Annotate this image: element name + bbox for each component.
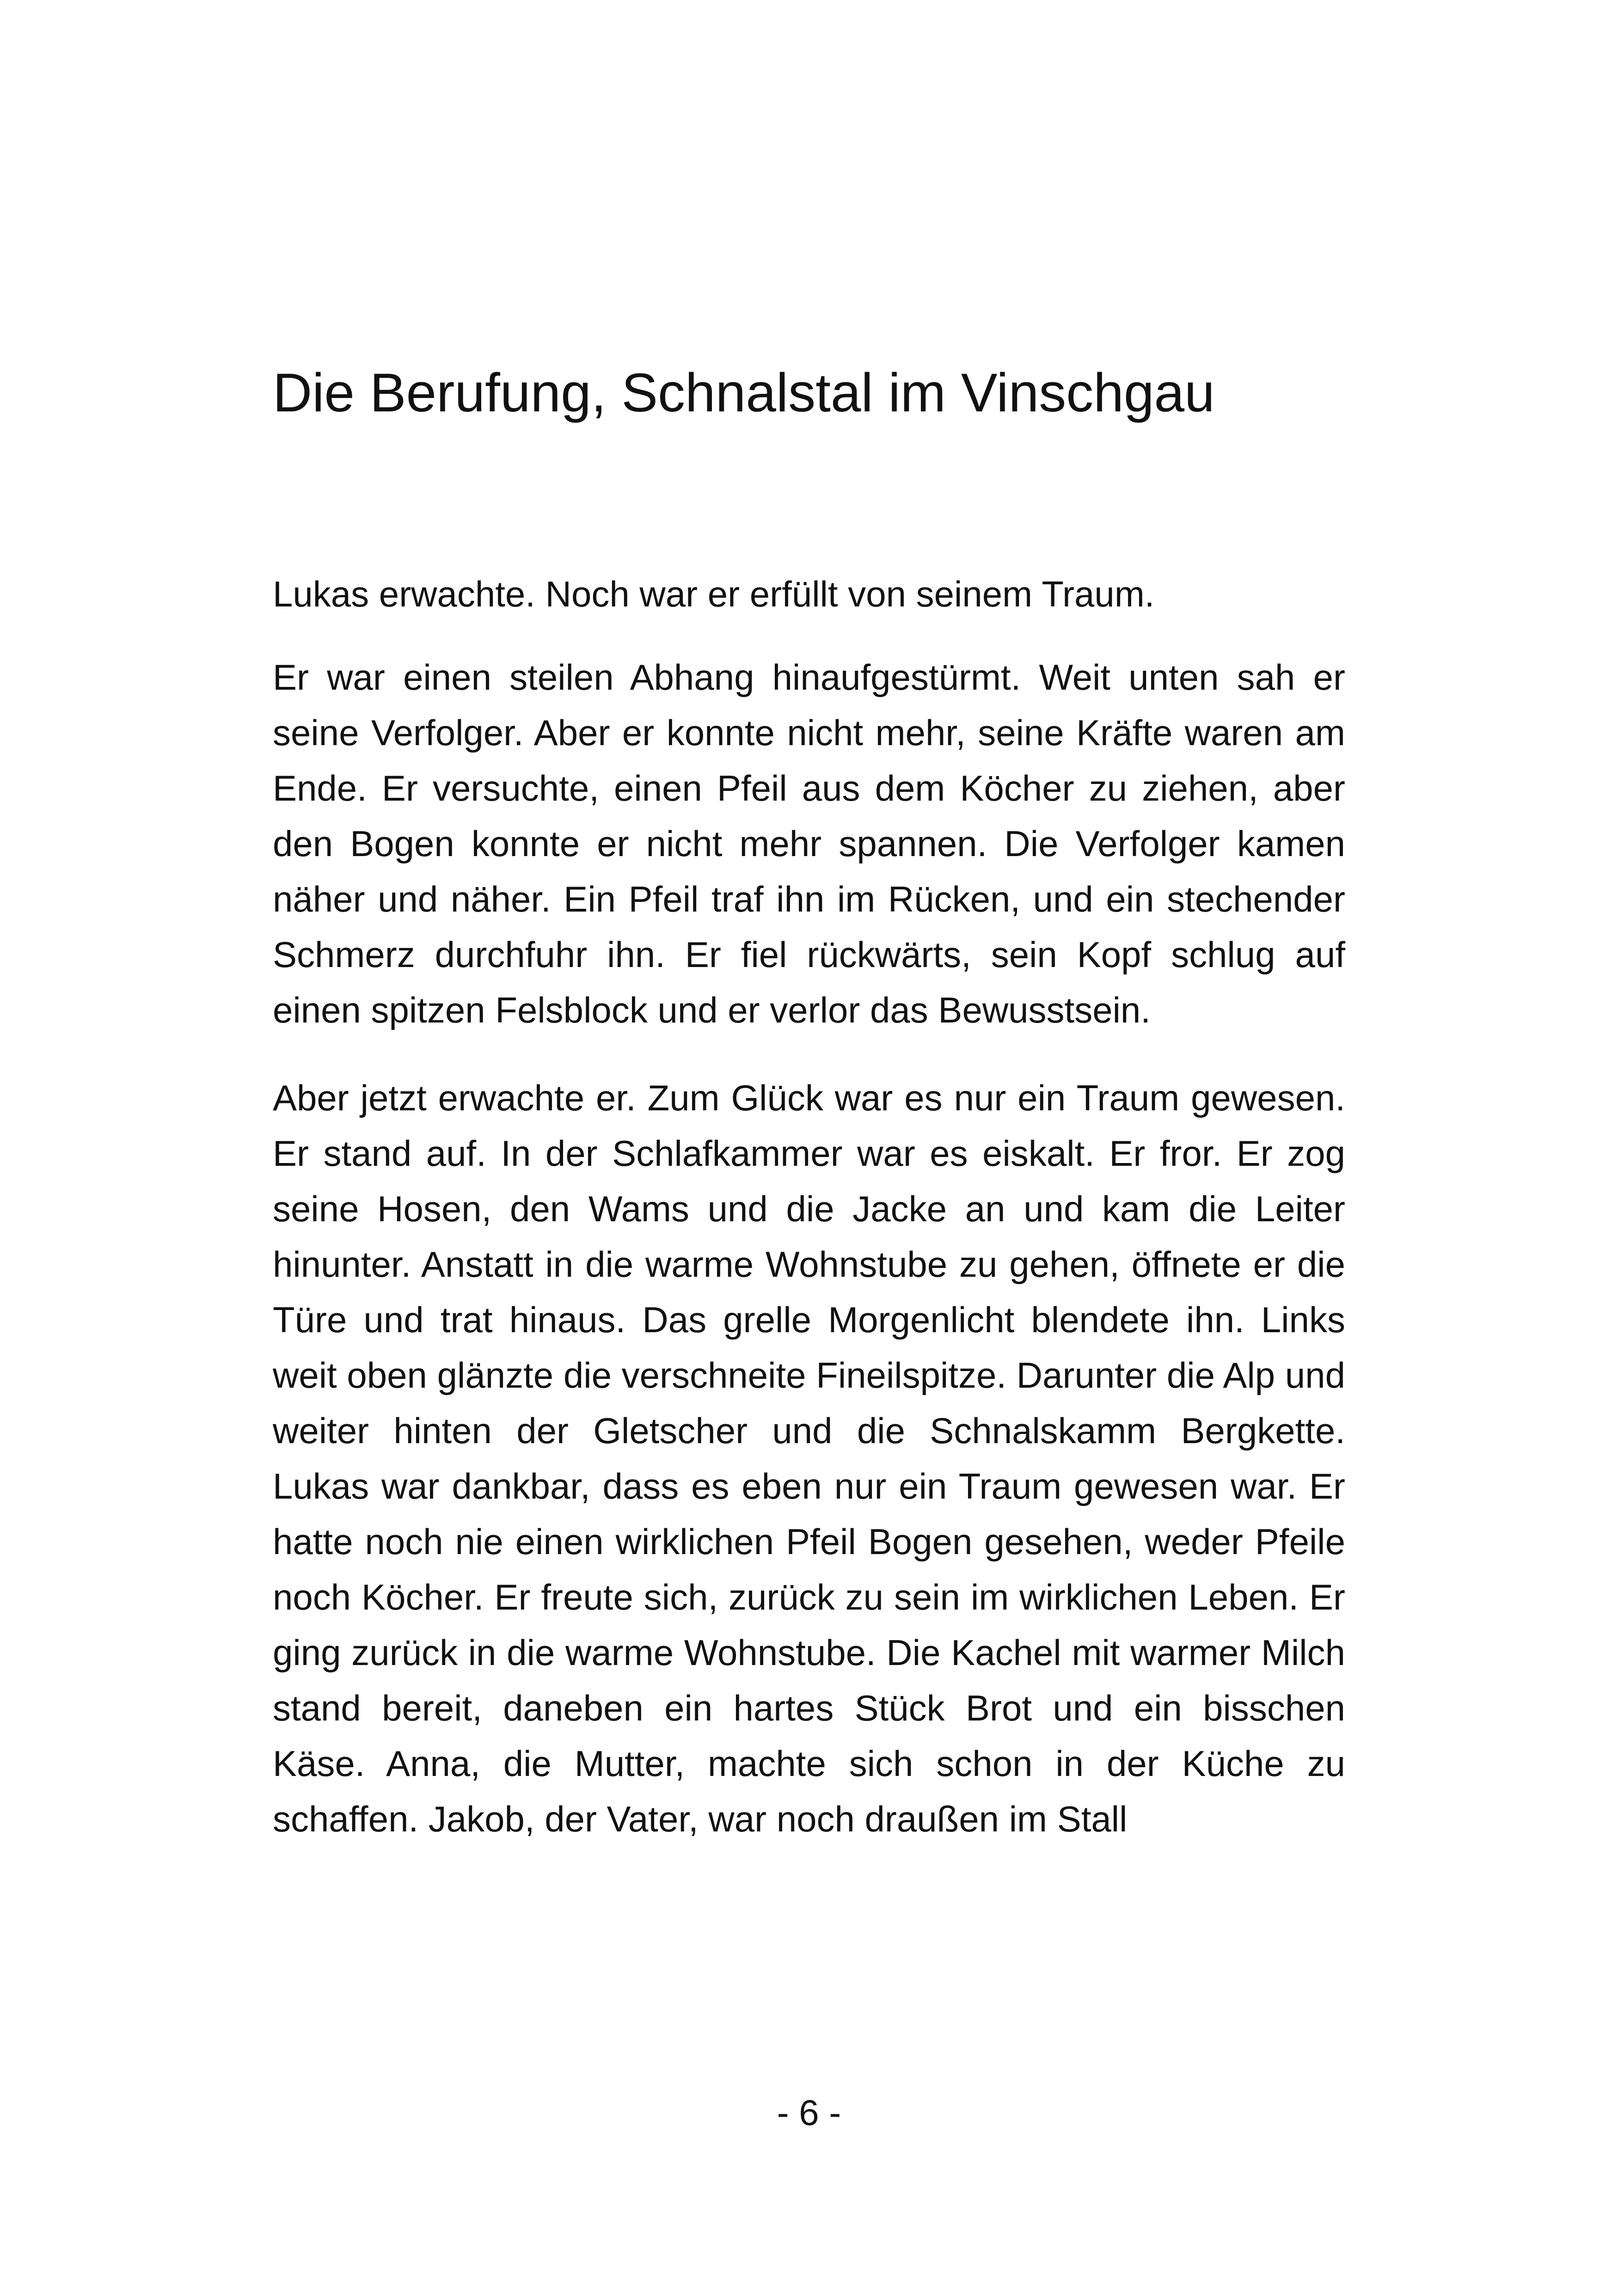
paragraph-1: Lukas erwachte. Noch war er erfüllt von seinem Traum.	[273, 574, 1155, 614]
paragraph-3: Aber jetzt erwachte er. Zum Glück war es nur ein Traum gewesen. Er stand auf. In der Schlafkammer war es eiskalt. Er fror. Er zog seine Hosen, den Wams und die Jacke an und kam die Leiter hinunter. Anstatt in die warme Wohnstube zu gehen, öffnete er die Türe und trat hinaus. Das grelle Morgenlicht blendete ihn. Links weit oben glänzte die verschneite Fineilspitze. Darunter die Alp und weiter hinten der Gletscher und die Schnalskamm Bergkette. Lukas war dankbar, dass es eben nur ein Traum gewesen war. Er hatte noch nie einen wirklichen Pfeil Bogen gesehen, weder Pfeile noch Köcher. Er freute sich, zurück zu sein im wirklichen Leben. Er ging zurück in die warme Wohnstube. Die Kachel mit warmer Milch stand bereit, daneben ein hartes Stück Brot und ein bisschen Käse. Anna, die Mutter, machte sich schon in der Küche zu schaffen. Jakob, der Vater, war noch draußen im Stall	[273, 1078, 1345, 1839]
body-text	[273, 566, 1345, 1879]
paragraph-2: Er war einen steilen Abhang hinaufgestürmt. Weit unten sah er seine Verfolger. Aber er konnte nicht mehr, seine Kräfte waren am Ende. Er versuchte, einen Pfeil aus dem Köcher zu ziehen, aber den Bogen konnte er nicht mehr spannen. Die Verfolger kamen näher und näher. Ein Pfeil traf ihn im Rücken, und ein stechender Schmerz durchfuhr ihn. Er fiel rückwärts, sein Kopf schlug auf einen spitzen Felsblock und er verlor das Bewusstsein.	[273, 657, 1345, 1030]
chapter-title: Die Berufung, Schnalstal im Vinschgau	[273, 362, 1215, 423]
page-number: - 6 -	[777, 2092, 841, 2133]
